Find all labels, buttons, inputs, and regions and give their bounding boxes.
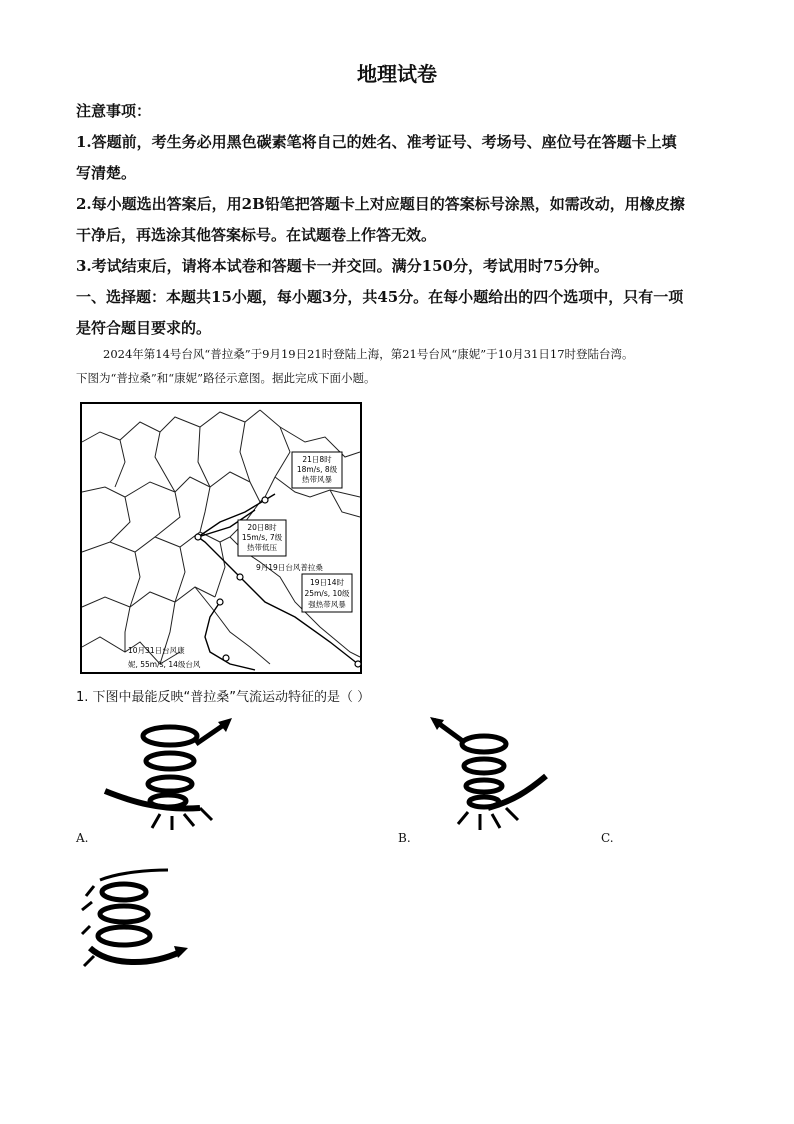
page-title: 地理试卷 — [357, 62, 437, 86]
notice-line: 写清楚。 — [76, 164, 137, 182]
map-label-1031: 10月31日台风康 — [128, 646, 185, 655]
map-label-19: 强热带风暴 — [308, 600, 346, 609]
option-a-spiral-figure — [100, 716, 240, 834]
notice-line: 1.答题前，考生务必用黑色碳素笔将自己的姓名、准考证号、考场号、座位号在答题卡上填 — [76, 133, 677, 151]
option-a-label: A. — [76, 831, 89, 845]
map-label-21: 18m/s, 8级 — [296, 465, 338, 474]
intro-text: 下图为“普拉桑”和“康妮”路径示意图。据此完成下面小题。 — [76, 371, 376, 385]
map-label-0919: 9月19日台风普拉桑 — [256, 563, 323, 572]
option-b-spiral-figure — [428, 716, 552, 836]
map-label-21: 21日8时 — [302, 455, 332, 464]
map-label-19: 19日14时 — [309, 578, 345, 587]
intro-text: 2024年第14号台风“普拉桑”于9月19日21时登陆上海，第21号台风“康妮”于10月31日17时登陆台湾。 — [103, 347, 634, 361]
typhoon-path-map — [80, 402, 362, 674]
section-heading: 一、选择题：本题共15小题，每小题3分，共45分。在每小题给出的四个选项中，只有一项 — [76, 288, 684, 306]
notice-line: 干净后，再选涂其他答案标号。在试题卷上作答无效。 — [76, 226, 437, 244]
notice-line: 2.每小题选出答案后，用2B铅笔把答题卡上对应题目的答案标号涂黑，如需改动，用橡皮擦 — [76, 195, 685, 213]
map-label-1031: 妮, 55m/s, 14级台风 — [128, 660, 201, 669]
section-heading: 是符合题目要求的。 — [76, 319, 212, 337]
notice-line: 3.考试结束后，请将本试卷和答题卡一并交回。满分150分，考试用时75分钟。 — [76, 257, 609, 275]
notice-heading: 注意事项： — [76, 102, 152, 120]
map-label-20: 20日8时 — [247, 523, 277, 532]
map-label-21: 热带风暴 — [302, 475, 332, 484]
map-label-20: 15m/s, 7级 — [241, 533, 283, 542]
map-label-19: 25m/s, 10级 — [304, 589, 350, 598]
option-c-spiral-figure — [80, 866, 192, 978]
option-c-label: C. — [601, 831, 614, 845]
question-1: 1. 下图中最能反映“普拉桑”气流运动特征的是（ ） — [76, 690, 371, 705]
map-label-20: 热带低压 — [247, 543, 277, 552]
option-b-label: B. — [398, 831, 411, 845]
